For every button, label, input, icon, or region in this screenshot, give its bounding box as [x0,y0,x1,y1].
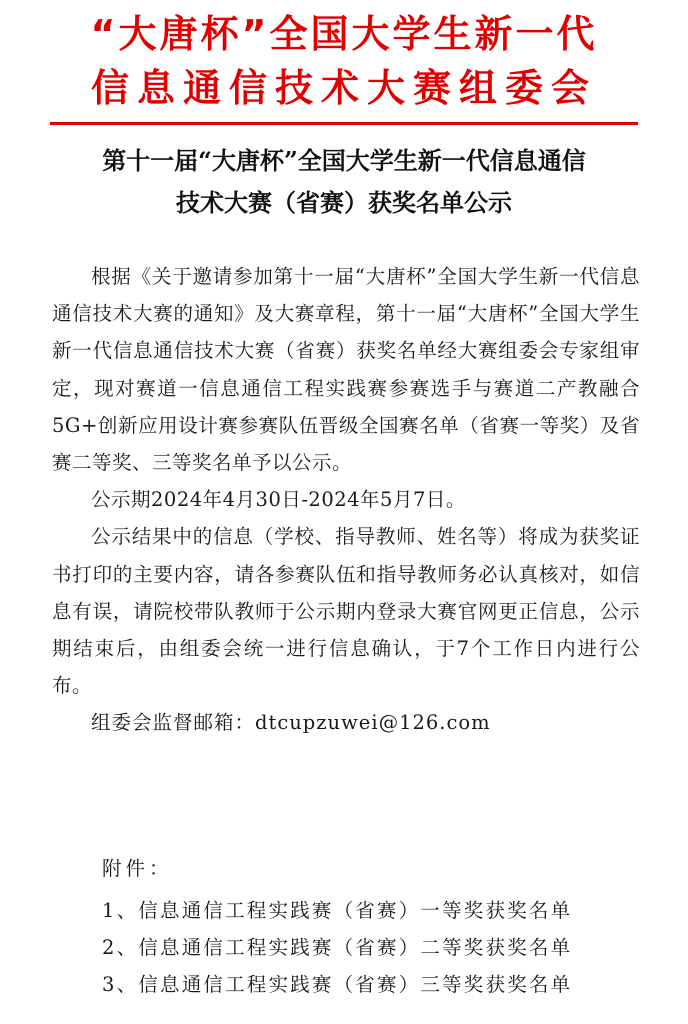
body-paragraph-period: 公示期2024年4月30日-2024年5月7日。 [91,488,466,512]
body-paragraph-basis: 根据《关于邀请参加第十一届“大唐杯”全国大学生新一代信息通信技术大赛的通知》及大赛章程，第十一届“大唐杯”全国大学生新一代信息通信技术大赛（省赛）获奖名单经大赛组委会专家组审定，现对赛道一信息通信工程实践赛参赛选手与赛道二产教融合5G+创新应用设计赛参赛队伍晋级全国赛名单（省赛一等奖）及省赛二等奖、三等奖名单予以公示。 [52,265,640,475]
organizer-header-line1: “大唐杯”全国大学生新一代 [90,12,598,56]
body-paragraph-verification: 公示结果中的信息（学校、指导教师、姓名等）将成为获奖证书打印的主要内容，请各参赛队伍和指导教师务必认真核对，如信息有误，请院校带队教师于公示期内登录大赛官网更正信息，公示期结束后，由组委会统一进行信息确认，于7个工作日内进行公布。 [52,525,640,698]
attachment-item: 2、信息通信工程实践赛（省赛）二等奖获奖名单 [102,936,573,959]
organizer-header-line2: 信息通信技术大赛组委会 [90,66,597,110]
attachment-item: 1、信息通信工程实践赛（省赛）一等奖获奖名单 [102,899,573,922]
attachments-list [52,892,688,1003]
document-title-line2: 技术大赛（省赛）获奖名单公示 [176,188,512,217]
body-paragraph-email: 组委会监督邮箱：dtcupzuwei@126.com [91,711,491,735]
attachment-item: 3、信息通信工程实践赛（省赛）三等奖获奖名单 [102,973,573,996]
red-divider-rule [50,122,638,125]
attachments-heading: 附件： [102,857,173,880]
document-title-line1: 第十一届“大唐杯”全国大学生新一代信息通信 [102,146,586,175]
notice-body [52,258,640,742]
